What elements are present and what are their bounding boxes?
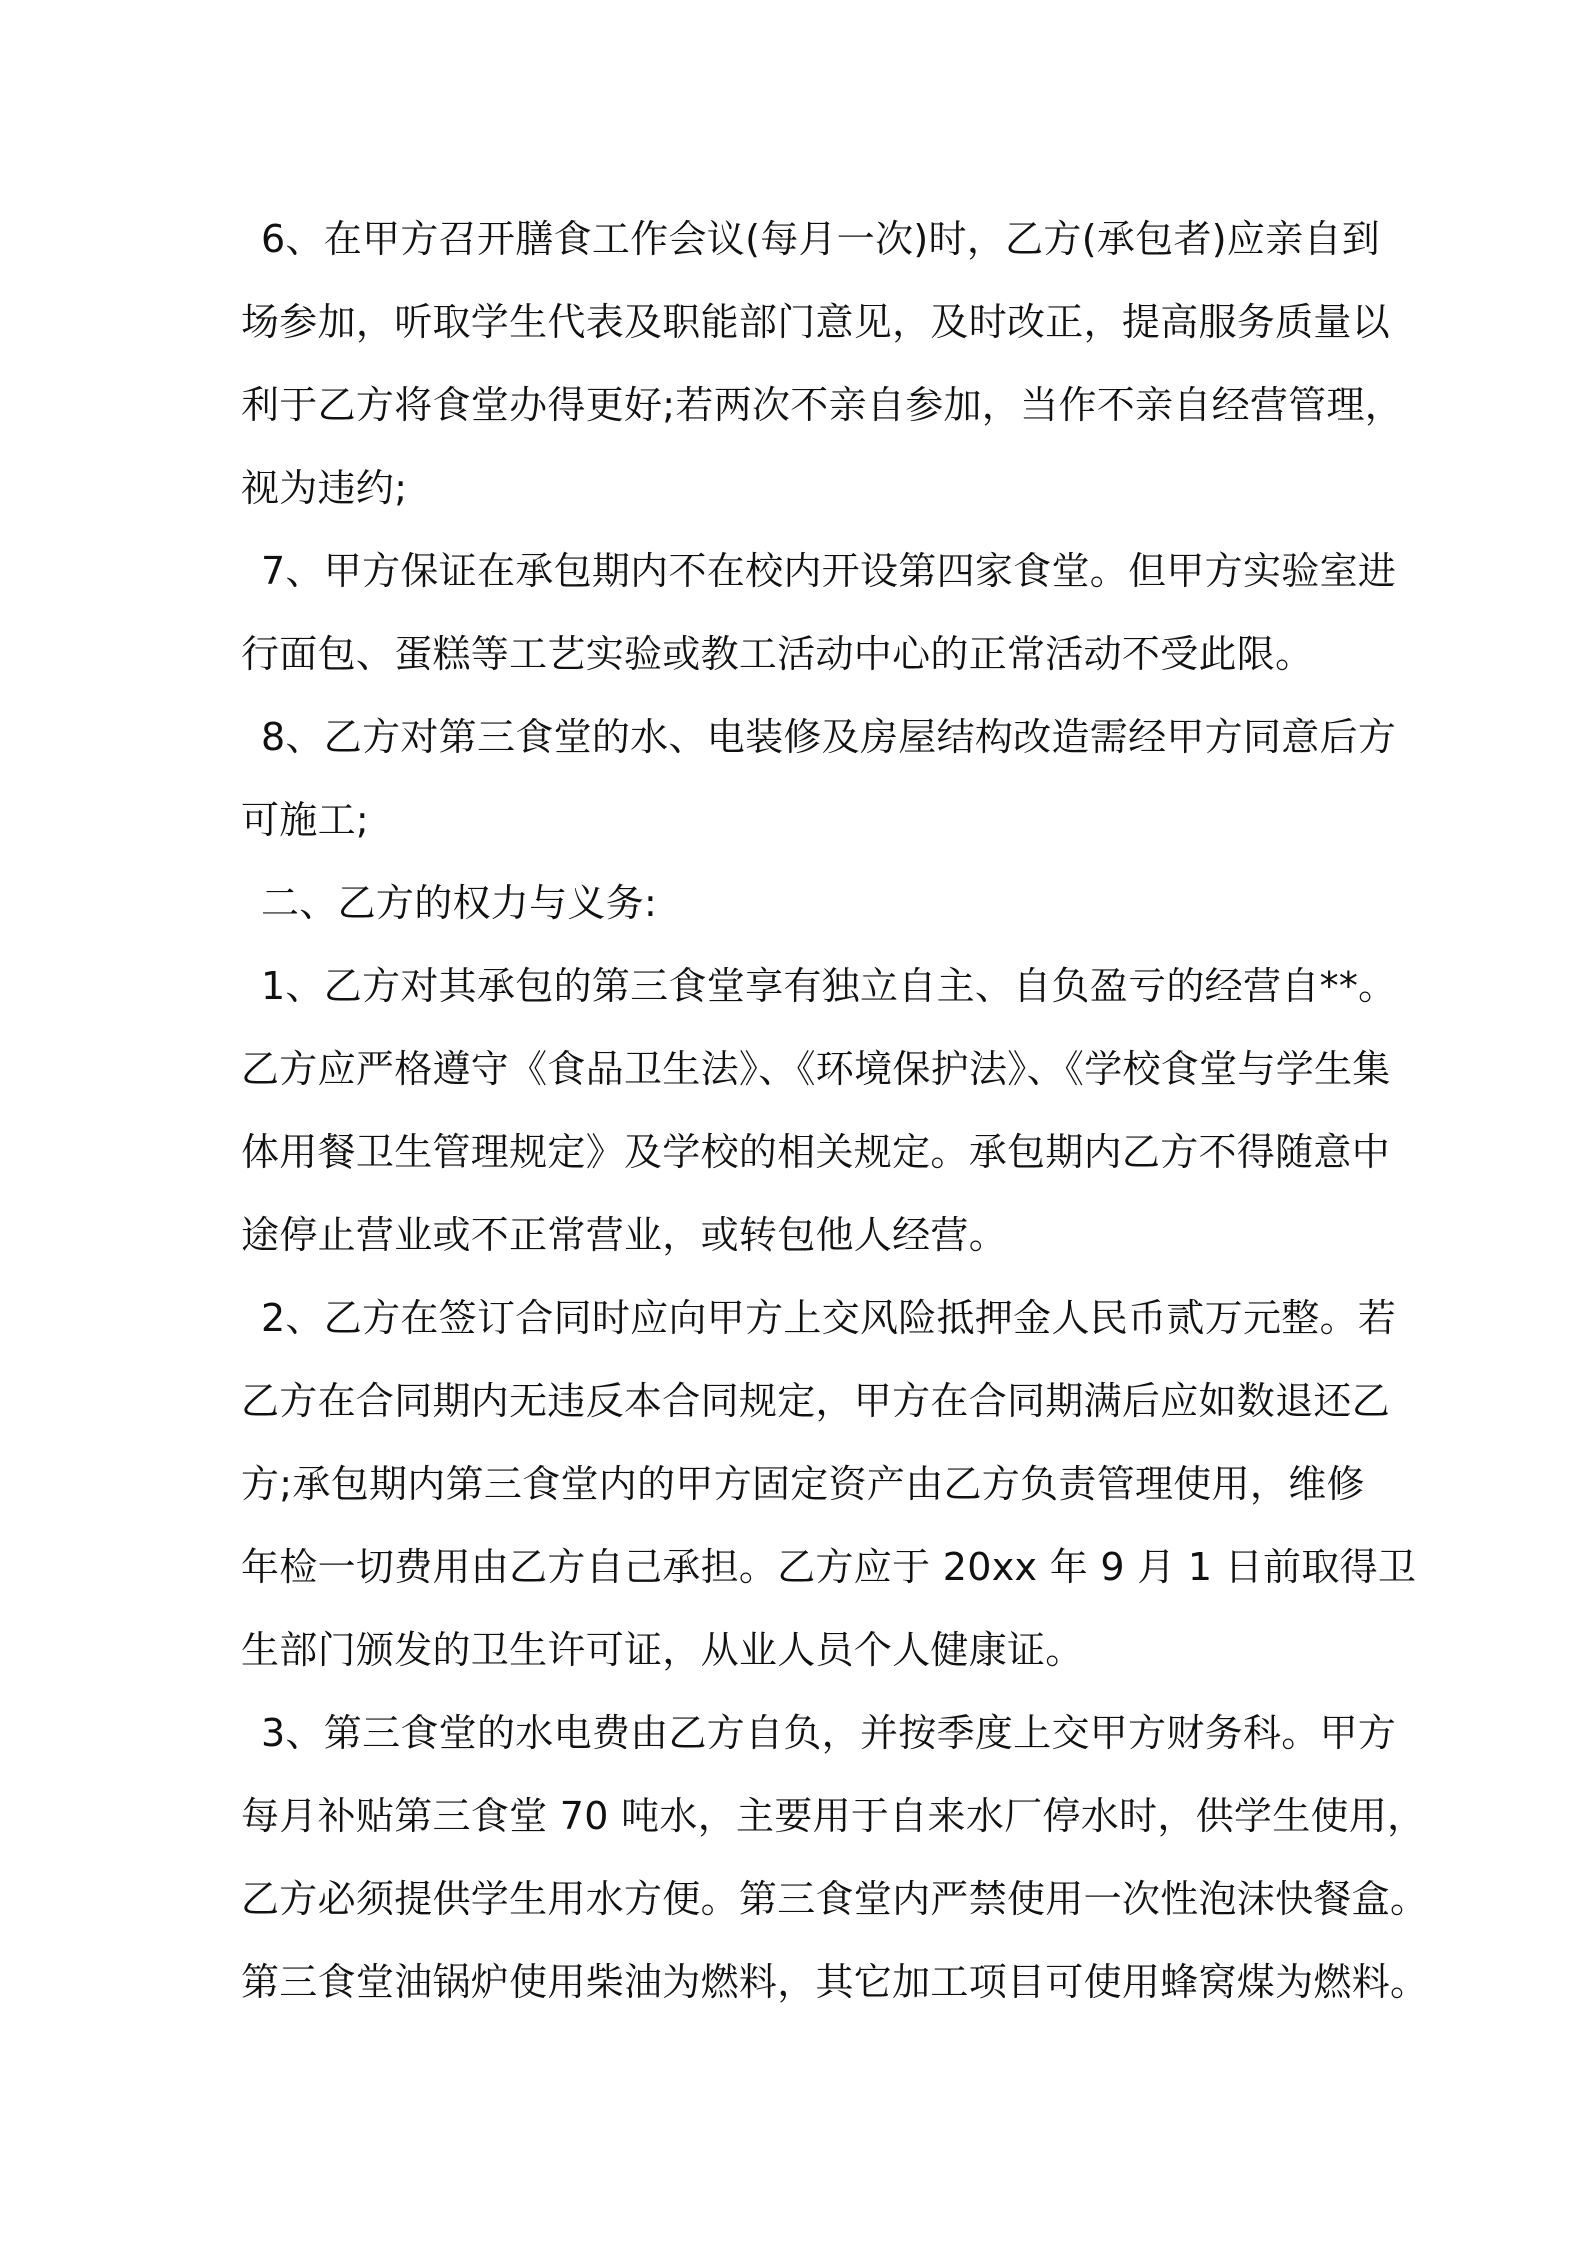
text-line: 1、乙方对其承包的第三食堂享有独立自主、自负盈亏的经营自**。 [261, 964, 1397, 1008]
text-line: 生部门颁发的卫生许可证，从业人员个人健康证。 [241, 1628, 1084, 1672]
text-line: 乙方应严格遵守《食品卫生法》、《环境保护法》、《学校食堂与学生集 [241, 1047, 1391, 1091]
text-line: 利于乙方将食堂办得更好;若两次不亲自参加，当作不亲自经营管理， [241, 383, 1404, 427]
text-line: 乙方必须提供学生用水方便。第三食堂内严禁使用一次性泡沫快餐盒。 [241, 1877, 1429, 1921]
text-line: 视为违约; [241, 466, 408, 510]
paragraph-8 [241, 696, 1397, 862]
text-line: 途停止营业或不正常营业，或转包他人经营。 [241, 1213, 1008, 1257]
text-line: 每月补贴第三食堂 70 吨水，主要用于自来水厂停水时，供学生使用， [241, 1794, 1426, 1838]
text-line: 7、甲方保证在承包期内不在校内开设第四家食堂。但甲方实验室进 [261, 549, 1397, 593]
text-line: 体用餐卫生管理规定》及学校的相关规定。承包期内乙方不得随意中 [241, 1130, 1391, 1174]
text-line: 3、第三食堂的水电费由乙方自负，并按季度上交甲方财务科。甲方 [261, 1711, 1397, 1755]
text-line: 6、在甲方召开膳食工作会议(每月一次)时，乙方(承包者)应亲自到 [261, 217, 1381, 261]
paragraph-b3 [241, 1692, 1429, 2024]
section-heading [241, 862, 1351, 945]
text-line: 场参加，听取学生代表及职能部门意见，及时改正，提高服务质量以 [241, 300, 1391, 344]
paragraph-b1 [241, 945, 1397, 1277]
text-line: 乙方在合同期内无违反本合同规定，甲方在合同期满后应如数退还乙 [241, 1379, 1391, 1423]
text-line: 第三食堂油锅炉使用柴油为燃料，其它加工项目可使用蜂窝煤为燃料。 [241, 1960, 1429, 2004]
document-body [241, 198, 1429, 2024]
text-line: 年检一切费用由乙方自己承担。乙方应于 20xx 年 9 月 1 日前取得卫 [241, 1545, 1417, 1589]
text-line: 行面包、蛋糕等工艺实验或教工活动中心的正常活动不受此限。 [241, 632, 1314, 676]
text-line: 2、乙方在签订合同时应向甲方上交风险抵押金人民币贰万元整。若 [261, 1296, 1397, 1340]
paragraph-b2 [241, 1277, 1417, 1692]
section-heading-text: 二、乙方的权力与义务: [261, 881, 658, 925]
paragraph-6 [241, 198, 1404, 530]
paragraph-7 [241, 530, 1397, 696]
text-line: 方;承包期内第三食堂内的甲方固定资产由乙方负责管理使用，维修 [241, 1462, 1365, 1506]
text-line: 可施工; [241, 798, 370, 842]
text-line: 8、乙方对第三食堂的水、电装修及房屋结构改造需经甲方同意后方 [261, 715, 1397, 759]
